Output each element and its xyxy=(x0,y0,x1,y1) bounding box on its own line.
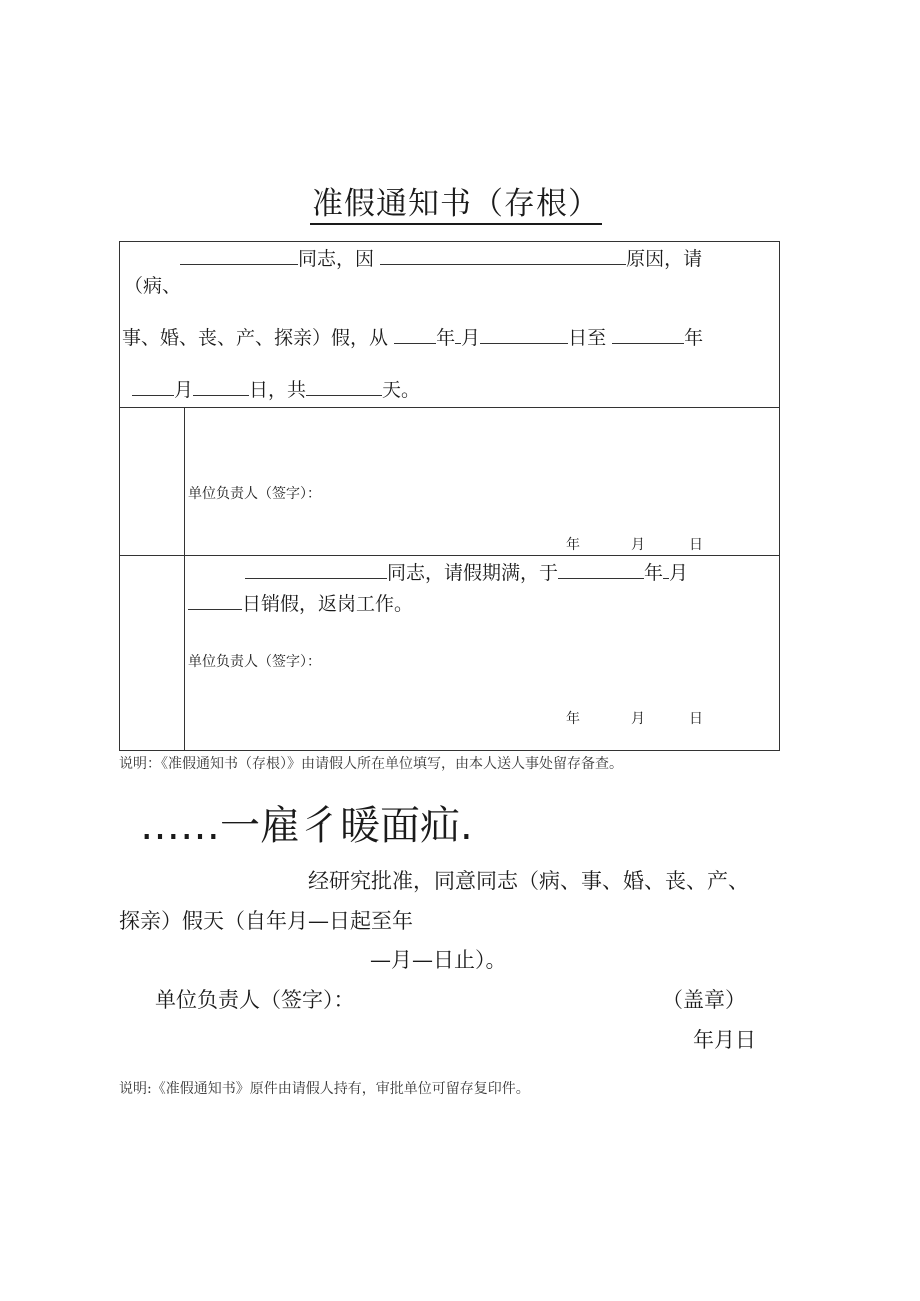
return-day-blank[interactable] xyxy=(188,591,242,610)
to-year-blank[interactable] xyxy=(612,325,684,344)
from-day-blank[interactable] xyxy=(480,325,568,344)
approval-date-day: 日 xyxy=(689,537,703,553)
month-label: 月 xyxy=(669,562,689,584)
stub-form-table xyxy=(119,241,780,751)
return-line-1 xyxy=(245,560,688,585)
leave-types-label: 事、婚、丧、产、探亲）假，从 xyxy=(122,327,389,349)
from-year-blank[interactable] xyxy=(394,325,436,344)
return-date-day: 日 xyxy=(689,711,703,727)
to-month-blank[interactable] xyxy=(132,377,174,396)
return-year-blank[interactable] xyxy=(558,560,644,579)
reason-label: 原因，请 xyxy=(626,248,703,270)
notice-signature-label: 单位负责人（签字）： xyxy=(155,988,355,1012)
request-line-3 xyxy=(132,377,420,402)
month-label: 月 xyxy=(461,327,481,349)
notice-body-line-2: 探亲）假天（自年月—日起至年 xyxy=(119,909,413,933)
to-day-blank[interactable] xyxy=(193,377,249,396)
return-comrade-label: 同志，请假期满，于 xyxy=(387,562,559,584)
stub-note: 说明：《准假通知书（存根）》由请假人所在单位填写，由本人送人事处留存备查。 xyxy=(119,756,623,772)
return-date-month: 月 xyxy=(631,711,645,727)
reason-blank[interactable] xyxy=(380,246,626,265)
year-label: 年 xyxy=(684,327,704,349)
days-unit-label: 天。 xyxy=(382,379,421,401)
table-divider xyxy=(120,407,779,408)
notice-body-line-1: 经研究批准，同意同志（病、事、婚、丧、产、 xyxy=(308,869,749,893)
request-line-1 xyxy=(180,246,702,271)
return-signature-label: 单位负责人（签字）： xyxy=(188,654,321,670)
days-total-label: 日，共 xyxy=(249,379,307,401)
day-to-label: 日至 xyxy=(568,327,607,349)
return-to-work-label: 日销假，返岗工作。 xyxy=(242,593,414,615)
request-line-1-tail: （病、 xyxy=(124,275,182,297)
approver-signature-label: 单位负责人（签字）： xyxy=(188,486,321,502)
return-line-2 xyxy=(188,591,413,616)
notice-date: 年月日 xyxy=(693,1028,756,1052)
stub-title: 准假通知书（存根） xyxy=(310,186,602,225)
comrade-label: 同志，因 xyxy=(298,248,375,270)
days-count-blank[interactable] xyxy=(306,377,382,396)
table-divider xyxy=(120,555,779,556)
month-label: 月 xyxy=(174,379,194,401)
notice-note: 说明:《准假通知书》原件由请假人持有，审批单位可留存复印件。 xyxy=(119,1081,530,1097)
notice-seal-label: （盖章） xyxy=(662,988,746,1012)
approval-date-month: 月 xyxy=(631,537,645,553)
request-line-2 xyxy=(122,325,703,350)
name-blank[interactable] xyxy=(180,246,298,265)
table-column-divider xyxy=(184,407,185,751)
return-date-year: 年 xyxy=(566,711,580,727)
year-label: 年 xyxy=(644,562,664,584)
return-name-blank[interactable] xyxy=(245,560,387,579)
approval-date-year: 年 xyxy=(566,537,580,553)
year-label: 年 xyxy=(436,327,456,349)
notice-body-line-3: —月—日止）。 xyxy=(370,948,507,972)
notice-title: ……一雇彳暖面疝. xyxy=(140,803,473,849)
